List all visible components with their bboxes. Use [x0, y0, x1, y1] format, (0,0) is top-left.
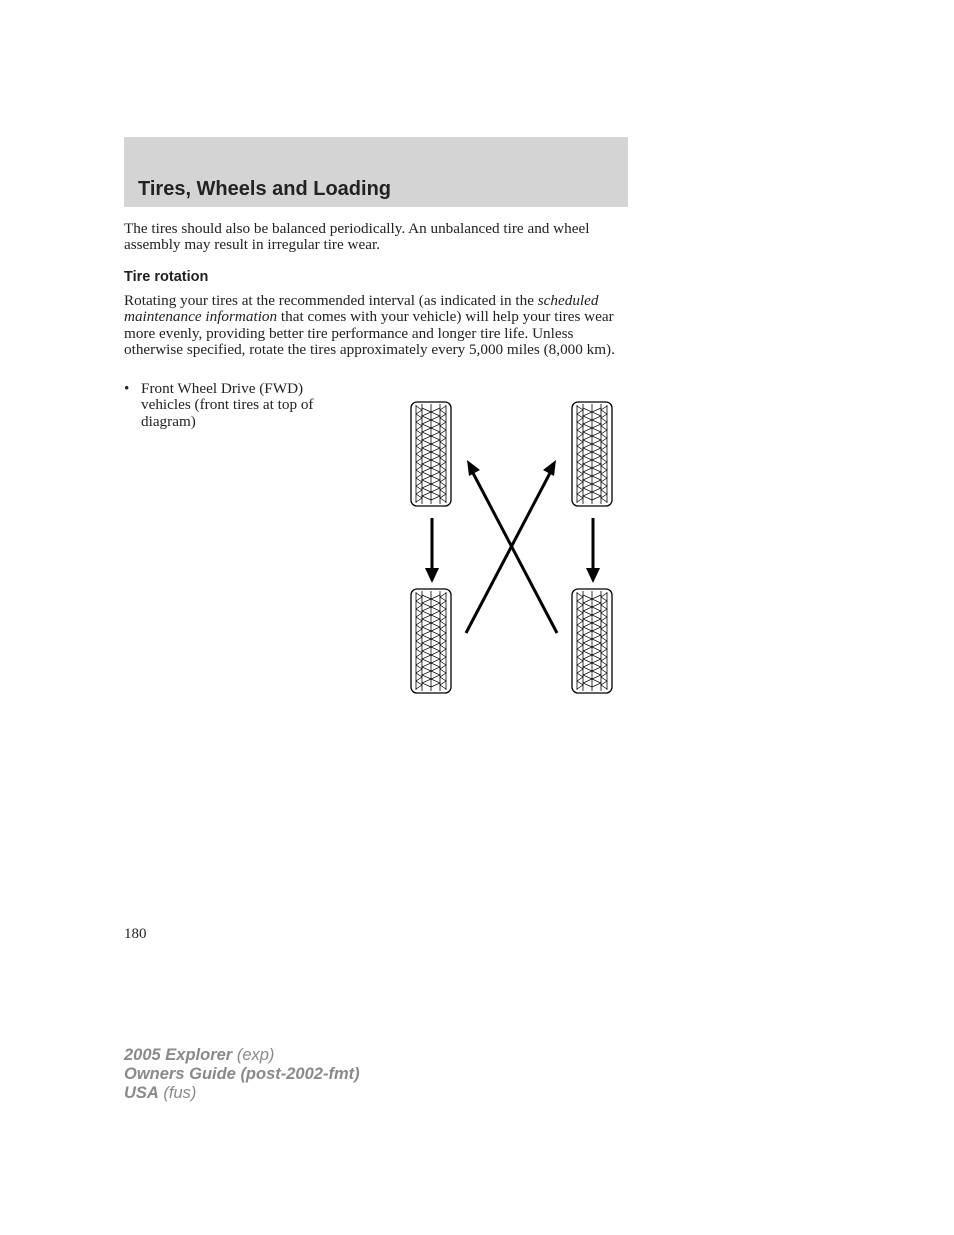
tire-rotation-diagram: [400, 395, 630, 705]
scheduled-maintenance-reference: scheduled maintenance information: [124, 292, 599, 326]
footer-market-name: USA: [124, 1084, 159, 1102]
footer-line-model: [124, 1046, 360, 1065]
bullet-mark: •: [124, 380, 130, 397]
footer-guide-name: Owners Guide (post-2002-fmt): [124, 1065, 360, 1083]
rotation-text-part2: that comes with your vehicle) will help your tires wear more evenly, providing better tire performance and longer tire life. Unless otherwise specified, rotate the tires approximately every 5,000 miles (8,000 km).: [124, 308, 615, 359]
page-number: 180: [124, 926, 147, 942]
section-header-band: [124, 137, 628, 207]
footer-model-name: 2005 Explorer: [124, 1046, 233, 1064]
left-down-arrow-icon: [425, 518, 439, 583]
rear-left-tire-icon: [411, 589, 451, 693]
front-left-tire-icon: [411, 402, 451, 506]
footer-model-code: (exp): [232, 1046, 275, 1064]
rear-right-tire-icon: [572, 589, 612, 693]
balance-paragraph: The tires should also be balanced periodically. An unbalanced tire and wheel assembly may result in irregular tire wear.: [124, 220, 590, 254]
rotation-text-part1: Rotating your tires at the recommended interval (as indicated in the: [124, 292, 538, 309]
document-footer: [124, 1046, 360, 1103]
footer-line-market: [124, 1084, 360, 1103]
front-right-tire-icon: [572, 402, 612, 506]
fwd-bullet-text: Front Wheel Drive (FWD) vehicles (front tires at top of diagram): [141, 380, 314, 430]
section-title: Tires, Wheels and Loading: [138, 178, 392, 200]
footer-line-guide: [124, 1065, 360, 1084]
footer-market-code: (fus): [158, 1084, 197, 1102]
tire-rotation-paragraph: [124, 293, 628, 359]
tire-rotation-heading: Tire rotation: [124, 269, 209, 285]
right-down-arrow-icon: [586, 518, 600, 583]
